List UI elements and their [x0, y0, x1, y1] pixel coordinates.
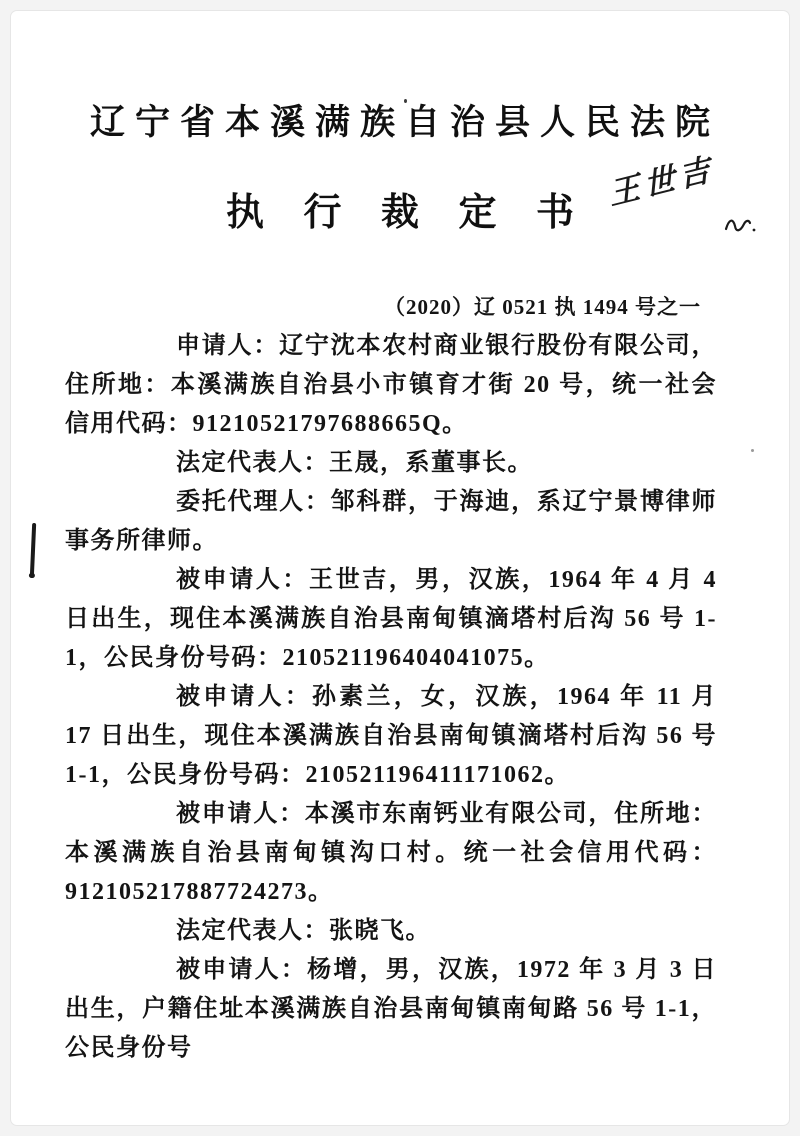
case-number: （2020）辽 0521 执 1494 号之一	[384, 295, 701, 319]
respondent-3-paragraph: 被申请人：本溪市东南钙业有限公司，住所地：本溪满族自治县南甸镇沟口村。统一社会信用代码：912105217887724273。	[65, 801, 717, 905]
applicant-paragraph: 申请人：辽宁沈本农村商业银行股份有限公司，住所地：本溪满族自治县小市镇育才街 20 号，统一社会信用代码：91210521797688665Q。	[65, 333, 717, 437]
document-page	[10, 10, 790, 1126]
respondent-2-paragraph: 被申请人：孙素兰，女，汉族，1964 年 11 月 17 日出生，现住本溪满族自治县南甸镇滴塔村后沟 56 号 1-1，公民身份号码：210521196411171062。	[65, 684, 717, 788]
ink-mark-artifact	[30, 523, 36, 578]
applicant-legal-representative-paragraph: 法定代表人：王晟，系董事长。	[176, 450, 533, 476]
respondent-4-paragraph: 被申请人：杨增，男，汉族，1972 年 3 月 3 日出生，户籍住址本溪满族自治县南甸镇南甸路 56 号 1-1，公民身份号	[65, 957, 717, 1061]
scan-speck	[404, 99, 407, 103]
signature-flourish-mark	[723, 213, 757, 239]
attorney-paragraph: 委托代理人：邹科群，于海迪，系辽宁景博律师事务所律师。	[65, 489, 717, 554]
scan-speck	[751, 449, 754, 452]
court-name-heading: 辽宁省本溪满族自治县人民法院	[89, 103, 720, 142]
respondent-1-paragraph: 被申请人：王世吉，男，汉族，1964 年 4 月 4 日出生，现住本溪满族自治县南甸镇滴塔村后沟 56 号 1-1，公民身份号码：210521196404041075。	[65, 567, 717, 671]
document-body	[65, 327, 717, 1068]
respondent-3-legal-representative-paragraph: 法定代表人：张晓飞。	[176, 918, 431, 944]
handwritten-signature: 王世吉	[606, 150, 717, 212]
document-type-heading: 执 行 裁 定 书	[225, 192, 589, 234]
